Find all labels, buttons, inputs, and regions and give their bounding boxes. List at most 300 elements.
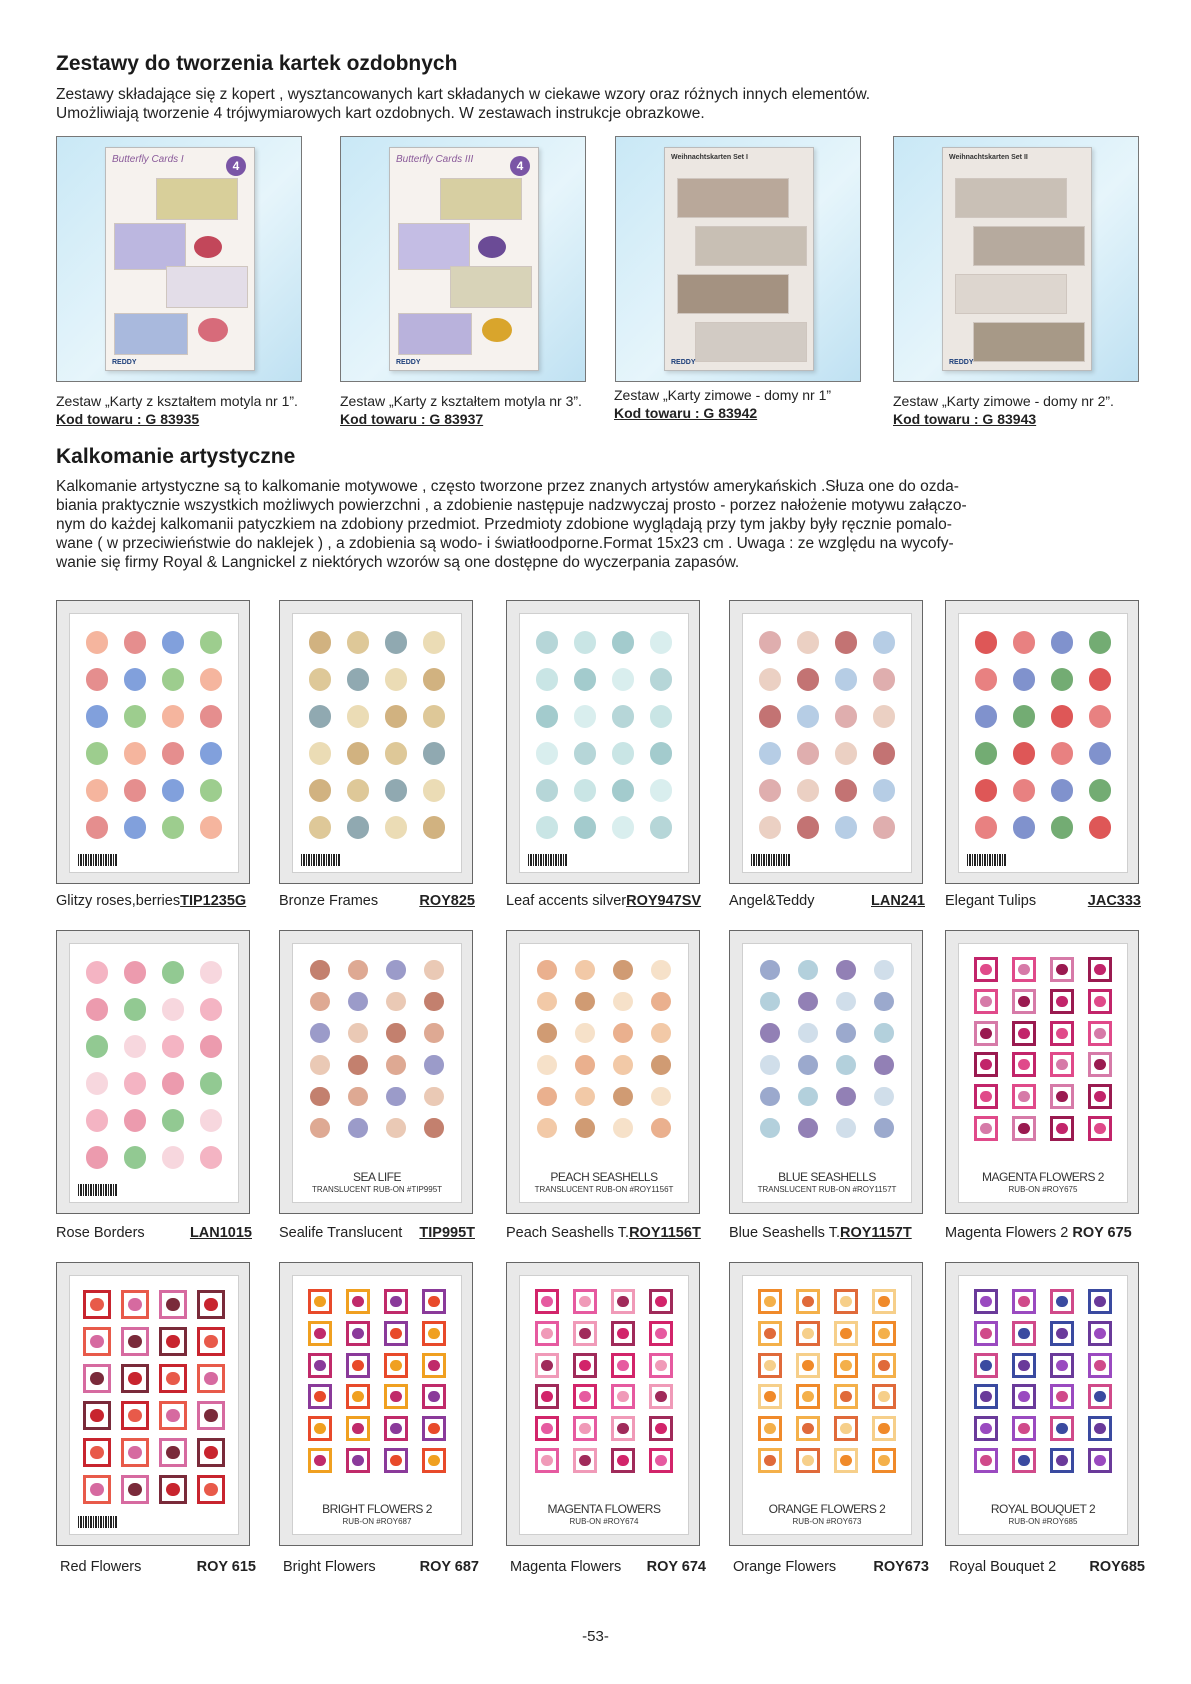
motif-icon — [386, 1023, 406, 1043]
motif-icon — [1089, 779, 1112, 802]
flower-icon — [1056, 1028, 1067, 1039]
rub-on-sheet — [958, 613, 1128, 873]
motif-icon — [124, 631, 147, 654]
motif-icon — [1013, 816, 1036, 839]
flower-icon — [617, 1423, 628, 1434]
motif-icon — [162, 779, 185, 802]
motif-icon — [574, 668, 597, 691]
flower-icon — [1094, 1423, 1105, 1434]
flower-tile-icon — [649, 1384, 674, 1409]
flower-icon — [878, 1423, 889, 1434]
product-caption — [729, 1225, 925, 1241]
motif-icon — [200, 961, 223, 984]
motif-icon — [651, 1118, 671, 1138]
product-image — [506, 600, 700, 884]
flower-tile-icon — [384, 1384, 409, 1409]
motif-icon — [424, 1118, 444, 1138]
flower-tile-icon — [83, 1327, 112, 1356]
flower-icon — [1018, 1123, 1029, 1134]
product-code: ROY1157T — [839, 1225, 912, 1241]
motif-icon — [836, 1087, 856, 1107]
motif-icon — [650, 779, 673, 802]
flower-icon — [428, 1360, 439, 1371]
flower-icon — [204, 1483, 218, 1497]
motif-icon — [536, 816, 559, 839]
flower-icon — [1094, 1296, 1105, 1307]
motif-icon — [798, 1087, 818, 1107]
sheet-title: PEACH SEASHELLS — [550, 1170, 658, 1184]
flower-tile-icon — [1012, 1084, 1037, 1109]
motif-icon — [386, 992, 406, 1012]
motif-icon — [1051, 816, 1074, 839]
motif-icon — [975, 631, 998, 654]
kit-code: Kod towaru : G 83935 — [56, 411, 200, 427]
motif-icon — [835, 779, 858, 802]
flower-tile-icon — [974, 1416, 999, 1441]
flower-tile-icon — [159, 1290, 188, 1319]
flower-tile-icon — [1012, 1448, 1037, 1473]
product-code: JAC333 — [1087, 893, 1141, 909]
flower-icon — [128, 1298, 142, 1312]
flower-tile-icon — [535, 1416, 560, 1441]
motif-icon — [386, 960, 406, 980]
product-code: ROY685 — [1089, 1559, 1145, 1575]
flower-tile-icon — [1088, 1289, 1113, 1314]
flower-tile-icon — [308, 1416, 333, 1441]
flower-tile-icon — [872, 1321, 897, 1346]
flower-tile-icon — [121, 1401, 150, 1430]
motif-icon — [537, 1055, 557, 1075]
motif-icon — [162, 1146, 185, 1169]
sheet-subtitle: RUB-ON #ROY687 — [342, 1517, 412, 1526]
kit-caption-text: Zestaw „Karty zimowe - domy nr 1” — [614, 387, 832, 403]
flower-icon — [764, 1328, 775, 1339]
flower-icon — [878, 1455, 889, 1466]
flower-tile-icon — [872, 1384, 897, 1409]
motif-icon — [759, 705, 782, 728]
flower-tile-icon — [1088, 957, 1113, 982]
flower-icon — [1056, 996, 1067, 1007]
winter-card — [695, 226, 807, 266]
motif-icon — [835, 816, 858, 839]
sheet-title: BRIGHT FLOWERS 2 — [322, 1502, 432, 1516]
motif-icon — [385, 705, 408, 728]
flower-tile-icon — [1088, 1353, 1113, 1378]
motif-icon — [162, 705, 185, 728]
motif-icon — [86, 631, 109, 654]
motif-icon — [575, 1087, 595, 1107]
flower-tile-icon — [974, 1116, 999, 1141]
kit-image-winter-houses-1 — [615, 136, 861, 382]
motif-icon — [836, 960, 856, 980]
motif-icon — [348, 1023, 368, 1043]
flower-icon — [655, 1296, 666, 1307]
motif-icon — [574, 742, 597, 765]
motif-icon — [423, 816, 446, 839]
motif-icon — [347, 742, 370, 765]
butterfly-card — [114, 313, 188, 355]
kit-badge: 4 — [226, 156, 246, 176]
winter-card — [677, 274, 789, 314]
motif-icon — [650, 631, 673, 654]
product-name: Angel&Teddy — [729, 893, 815, 909]
flower-icon — [166, 1298, 180, 1312]
flower-tile-icon — [1012, 1416, 1037, 1441]
winter-card — [955, 274, 1067, 314]
winter-card — [973, 226, 1085, 266]
flower-icon — [352, 1328, 363, 1339]
flower-icon — [1056, 964, 1067, 975]
flower-icon — [764, 1296, 775, 1307]
flower-icon — [764, 1455, 775, 1466]
motif-icon — [613, 1087, 633, 1107]
flower-tile-icon — [611, 1289, 636, 1314]
rub-on-artwork — [78, 624, 230, 846]
flower-icon — [840, 1391, 851, 1402]
flower-tile-icon — [346, 1384, 371, 1409]
motif-icon — [651, 1023, 671, 1043]
motif-icon — [536, 668, 559, 691]
kit-brand-logo: REDDY — [396, 359, 421, 366]
flower-tile-icon — [308, 1384, 333, 1409]
motif-icon — [309, 668, 332, 691]
flower-tile-icon — [796, 1289, 821, 1314]
motif-icon — [874, 1118, 894, 1138]
rub-on-sheet — [519, 943, 689, 1203]
flower-tile-icon — [197, 1327, 226, 1356]
flower-tile-icon — [1050, 957, 1075, 982]
motif-icon — [423, 705, 446, 728]
motif-icon — [347, 705, 370, 728]
motif-icon — [310, 1055, 330, 1075]
flower-icon — [764, 1360, 775, 1371]
product-caption — [283, 1559, 479, 1575]
flower-tile-icon — [649, 1416, 674, 1441]
motif-icon — [1051, 668, 1074, 691]
product-name: Bright Flowers — [283, 1559, 376, 1575]
motif-icon — [124, 779, 147, 802]
rub-on-artwork — [528, 954, 680, 1176]
rub-on-artwork — [528, 1286, 680, 1508]
motif-icon — [86, 742, 109, 765]
butterfly-card — [398, 223, 470, 270]
intro-line: wanie się firmy Royal & Langnickel z niektórych wzorów są one dostępne do wyczerpania zapasów. — [56, 554, 740, 571]
motif-icon — [1089, 816, 1112, 839]
motif-icon — [423, 668, 446, 691]
flower-icon — [1018, 1296, 1029, 1307]
rub-on-sheet — [69, 943, 239, 1203]
motif-icon — [975, 779, 998, 802]
flower-tile-icon — [834, 1321, 859, 1346]
flower-tile-icon — [758, 1416, 783, 1441]
kit-brand-logo: REDDY — [112, 359, 137, 366]
flower-icon — [617, 1391, 628, 1402]
flower-tile-icon — [1012, 957, 1037, 982]
flower-icon — [204, 1372, 218, 1386]
product-caption — [506, 1225, 702, 1241]
motif-icon — [612, 816, 635, 839]
motif-icon — [574, 631, 597, 654]
motif-icon — [124, 1146, 147, 1169]
winter-card — [973, 322, 1085, 362]
butterfly-card — [440, 178, 522, 220]
product-image — [56, 930, 250, 1214]
flower-tile-icon — [974, 1321, 999, 1346]
flower-icon — [1056, 1423, 1067, 1434]
flower-icon — [204, 1446, 218, 1460]
motif-icon — [759, 668, 782, 691]
flower-icon — [428, 1423, 439, 1434]
intro-line: biania praktycznie wszystkich możliwych powierzchni , a zdobienie następuje nadzwyczaj prosto - porzez nałożenie motywu załączo- — [56, 497, 967, 514]
flower-tile-icon — [535, 1384, 560, 1409]
product-caption — [279, 1225, 475, 1241]
motif-icon — [310, 992, 330, 1012]
flower-icon — [655, 1423, 666, 1434]
barcode — [78, 1184, 118, 1196]
motif-icon — [309, 742, 332, 765]
flower-icon — [1094, 1091, 1105, 1102]
motif-icon — [759, 631, 782, 654]
flower-tile-icon — [308, 1448, 333, 1473]
motif-icon — [612, 779, 635, 802]
motif-icon — [385, 816, 408, 839]
flower-icon — [840, 1455, 851, 1466]
motif-icon — [1089, 668, 1112, 691]
flower-icon — [1056, 1091, 1067, 1102]
rub-on-artwork — [78, 1286, 230, 1508]
flower-icon — [352, 1391, 363, 1402]
motif-icon — [835, 668, 858, 691]
motif-icon — [612, 631, 635, 654]
flower-icon — [352, 1455, 363, 1466]
product-caption — [733, 1559, 929, 1575]
flower-icon — [840, 1360, 851, 1371]
flower-icon — [980, 1091, 991, 1102]
flower-tile-icon — [159, 1364, 188, 1393]
flower-icon — [840, 1296, 851, 1307]
flower-icon — [166, 1483, 180, 1497]
flower-icon — [802, 1423, 813, 1434]
flower-tile-icon — [872, 1353, 897, 1378]
motif-icon — [874, 992, 894, 1012]
motif-icon — [797, 668, 820, 691]
flower-icon — [878, 1328, 889, 1339]
kit-title: Weihnachtskarten Set I — [671, 154, 748, 161]
flower-icon — [1018, 1360, 1029, 1371]
flower-tile-icon — [197, 1438, 226, 1467]
flower-icon — [352, 1423, 363, 1434]
section-title-kits: Zestawy do tworzenia kartek ozdobnych — [56, 52, 458, 75]
motif-icon — [836, 992, 856, 1012]
product-caption — [60, 1559, 256, 1575]
flower-tile-icon — [346, 1416, 371, 1441]
rub-on-artwork — [967, 624, 1119, 846]
motif-icon — [836, 1055, 856, 1075]
flower-icon — [1094, 1391, 1105, 1402]
butterfly-card — [398, 313, 472, 355]
motif-icon — [86, 998, 109, 1021]
flower-tile-icon — [834, 1416, 859, 1441]
flower-icon — [90, 1483, 104, 1497]
flower-tile-icon — [384, 1321, 409, 1346]
motif-icon — [537, 992, 557, 1012]
flower-icon — [655, 1391, 666, 1402]
motif-icon — [162, 1072, 185, 1095]
motif-icon — [835, 631, 858, 654]
flower-tile-icon — [758, 1448, 783, 1473]
flower-tile-icon — [121, 1475, 150, 1504]
flower-tile-icon — [159, 1438, 188, 1467]
sheet-title: MAGENTA FLOWERS 2 — [982, 1170, 1104, 1184]
motif-icon — [348, 1118, 368, 1138]
motif-icon — [124, 705, 147, 728]
flower-tile-icon — [974, 1353, 999, 1378]
sheet-title: ORANGE FLOWERS 2 — [768, 1502, 886, 1516]
motif-icon — [797, 816, 820, 839]
product-image — [729, 1262, 923, 1546]
sheet-subtitle: RUB-ON #ROY675 — [1008, 1185, 1078, 1194]
flower-tile-icon — [796, 1448, 821, 1473]
flower-icon — [1018, 1328, 1029, 1339]
product-name: Leaf accents silver — [506, 893, 627, 909]
motif-icon — [124, 742, 147, 765]
rub-on-sheet — [958, 943, 1128, 1203]
butterfly-card — [166, 266, 248, 308]
motif-icon — [537, 1023, 557, 1043]
sheet-subtitle: RUB-ON #ROY674 — [569, 1517, 639, 1526]
kit-caption-text: Zestaw „Karty z kształtem motyla nr 1”. — [56, 393, 298, 409]
flower-icon — [1094, 1123, 1105, 1134]
flower-icon — [90, 1446, 104, 1460]
motif-icon — [310, 1087, 330, 1107]
motif-icon — [347, 668, 370, 691]
motif-icon — [798, 992, 818, 1012]
flower-tile-icon — [197, 1475, 226, 1504]
flower-tile-icon — [872, 1448, 897, 1473]
flower-tile-icon — [422, 1416, 447, 1441]
motif-icon — [162, 742, 185, 765]
flower-icon — [90, 1372, 104, 1386]
flower-icon — [90, 1335, 104, 1349]
motif-icon — [536, 631, 559, 654]
page-number: -53- — [582, 1628, 609, 1645]
flower-tile-icon — [649, 1321, 674, 1346]
intro-line: wane ( w przeciwieństwie do naklejek ) , a zdobienia są wodo- i światłoodporne.Format 15x23 cm . Uwaga : ze względu na wycofy- — [56, 535, 954, 552]
flower-tile-icon — [83, 1364, 112, 1393]
rub-on-sheet — [742, 613, 912, 873]
flower-icon — [980, 1423, 991, 1434]
motif-icon — [347, 779, 370, 802]
motif-icon — [651, 960, 671, 980]
flower-tile-icon — [83, 1475, 112, 1504]
flower-icon — [204, 1335, 218, 1349]
kit-image-butterfly-1 — [56, 136, 302, 382]
flower-tile-icon — [611, 1353, 636, 1378]
motif-icon — [798, 1023, 818, 1043]
motif-icon — [124, 998, 147, 1021]
flower-icon — [655, 1360, 666, 1371]
motif-icon — [1013, 705, 1036, 728]
motif-icon — [124, 1035, 147, 1058]
flower-tile-icon — [573, 1353, 598, 1378]
flower-icon — [314, 1423, 325, 1434]
flower-icon — [128, 1446, 142, 1460]
motif-icon — [423, 779, 446, 802]
motif-icon — [650, 668, 673, 691]
rub-on-artwork — [301, 1286, 453, 1508]
motif-icon — [386, 1087, 406, 1107]
product-code: ROY947SV — [626, 893, 702, 909]
product-name: Sealife Translucent — [279, 1225, 403, 1241]
flower-icon — [1094, 1328, 1105, 1339]
product-caption — [729, 893, 925, 909]
motif-icon — [760, 1055, 780, 1075]
flower-tile-icon — [1050, 1384, 1075, 1409]
motif-icon — [348, 1055, 368, 1075]
flower-tile-icon — [974, 1021, 999, 1046]
rub-on-artwork — [528, 624, 680, 846]
flower-tile-icon — [346, 1289, 371, 1314]
flower-tile-icon — [535, 1448, 560, 1473]
rub-on-artwork — [751, 624, 903, 846]
kit-title: Butterfly Cards III — [396, 154, 474, 165]
flower-tile-icon — [1088, 1321, 1113, 1346]
flower-icon — [980, 1328, 991, 1339]
flower-tile-icon — [308, 1321, 333, 1346]
motif-icon — [575, 1118, 595, 1138]
motif-icon — [124, 1072, 147, 1095]
rub-on-artwork — [967, 954, 1119, 1176]
motif-icon — [612, 705, 635, 728]
motif-icon — [575, 1055, 595, 1075]
flower-icon — [390, 1360, 401, 1371]
flower-tile-icon — [1012, 1289, 1037, 1314]
motif-icon — [86, 1146, 109, 1169]
rub-on-sheet — [742, 943, 912, 1203]
motif-icon — [1013, 631, 1036, 654]
motif-icon — [536, 742, 559, 765]
flower-tile-icon — [1012, 1052, 1037, 1077]
motif-icon — [309, 631, 332, 654]
section-title-rubons: Kalkomanie artystyczne — [56, 445, 296, 468]
flower-icon — [617, 1360, 628, 1371]
product-caption — [506, 893, 702, 909]
rub-on-sheet — [292, 613, 462, 873]
motif-icon — [424, 1055, 444, 1075]
flower-icon — [764, 1423, 775, 1434]
motif-icon — [574, 779, 597, 802]
flower-tile-icon — [573, 1384, 598, 1409]
butterfly-card — [450, 266, 532, 308]
motif-icon — [86, 668, 109, 691]
flower-tile-icon — [197, 1401, 226, 1430]
product-image — [945, 930, 1139, 1214]
flower-icon — [1094, 1059, 1105, 1070]
motif-icon — [162, 668, 185, 691]
kit-caption — [893, 392, 1114, 428]
product-image — [56, 1262, 250, 1546]
motif-icon — [760, 1118, 780, 1138]
motif-icon — [873, 816, 896, 839]
motif-icon — [575, 1023, 595, 1043]
product-image — [279, 600, 473, 884]
flower-tile-icon — [384, 1448, 409, 1473]
flower-tile-icon — [346, 1353, 371, 1378]
flower-icon — [802, 1391, 813, 1402]
motif-icon — [975, 668, 998, 691]
motif-icon — [200, 1109, 223, 1132]
flower-icon — [1056, 1059, 1067, 1070]
